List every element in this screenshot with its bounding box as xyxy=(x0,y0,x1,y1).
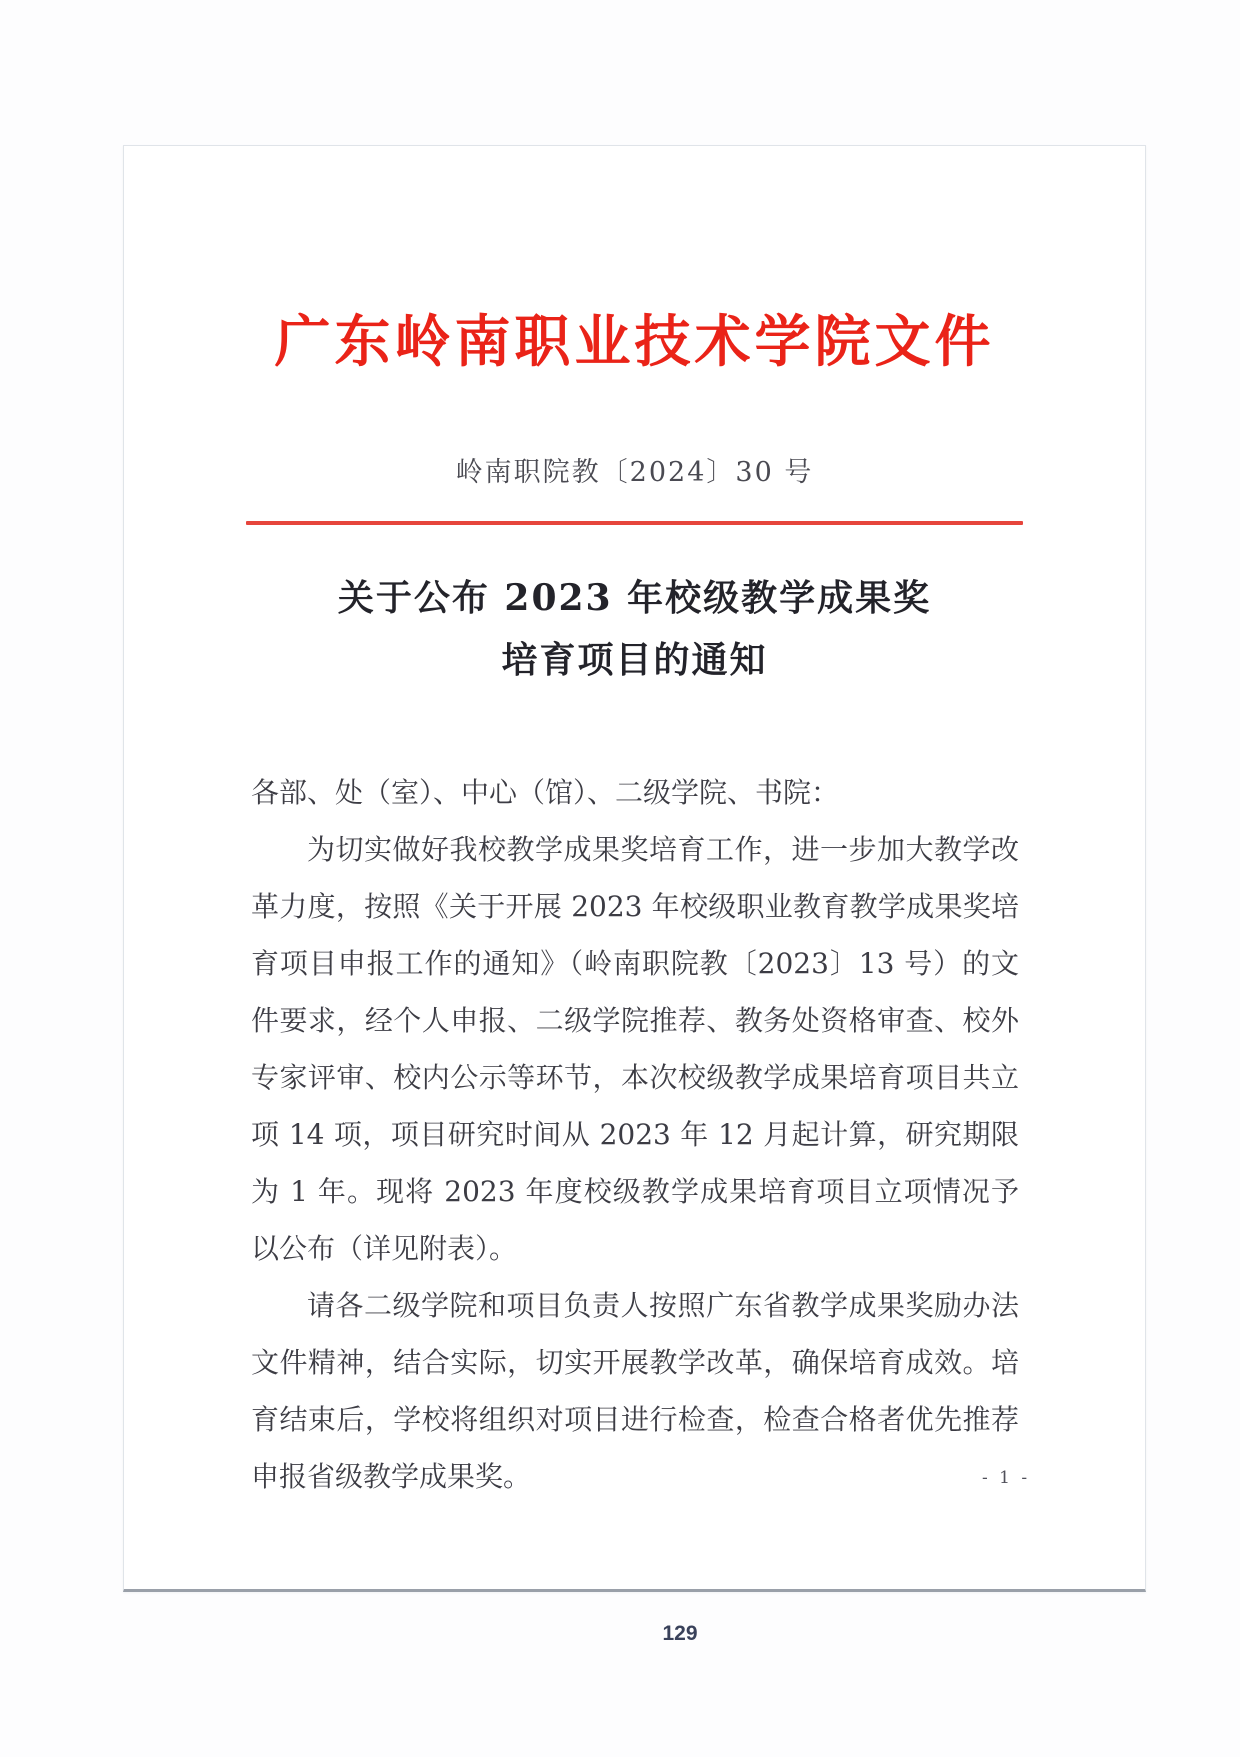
notice-title-line1: 关于公布 2023 年校级教学成果奖 xyxy=(337,577,932,619)
notice-title xyxy=(124,567,1145,691)
pdf-page-number: 129 xyxy=(662,1622,698,1645)
document-number: 岭南职院教〔2024〕30 号 xyxy=(455,457,814,488)
body-paragraph-1: 为切实做好我校教学成果奖培育工作，进一步加大教学改革力度，按照《关于开展 2023 年校级职业教育教学成果奖培育项目申报工作的通知》（岭南职院教〔2023〕13 号）的文件要求，经个人申报、二级学院推荐、教务处资格审查、校外专家评审、校内公示等环节，本次校级教学成果培育项目共立项 14 项，项目研究时间从 2023 年 12 月起计算，研究期限为 1 年。现将 2023 年度校级教学成果培育项目立项情况予以公布（详见附表）。 xyxy=(251,833,1019,1265)
document-page xyxy=(123,145,1146,1592)
letterhead-org-title: 广东岭南职业技术学院文件 xyxy=(274,309,995,375)
body-paragraph-2: 请各二级学院和项目负责人按照广东省教学成果奖励办法文件精神，结合实际，切实开展教学改革，确保培育成效。培育结束后，学校将组织对项目进行检查，检查合格者优先推荐申报省级教学成果奖。 xyxy=(251,1289,1019,1493)
red-divider-line xyxy=(246,521,1023,525)
document-body xyxy=(251,764,1019,1505)
notice-title-line2: 培育项目的通知 xyxy=(501,639,768,681)
page-marker: - 1 - xyxy=(982,1468,1031,1488)
salutation-line: 各部、处（室）、中心（馆）、二级学院、书院： xyxy=(251,776,840,809)
